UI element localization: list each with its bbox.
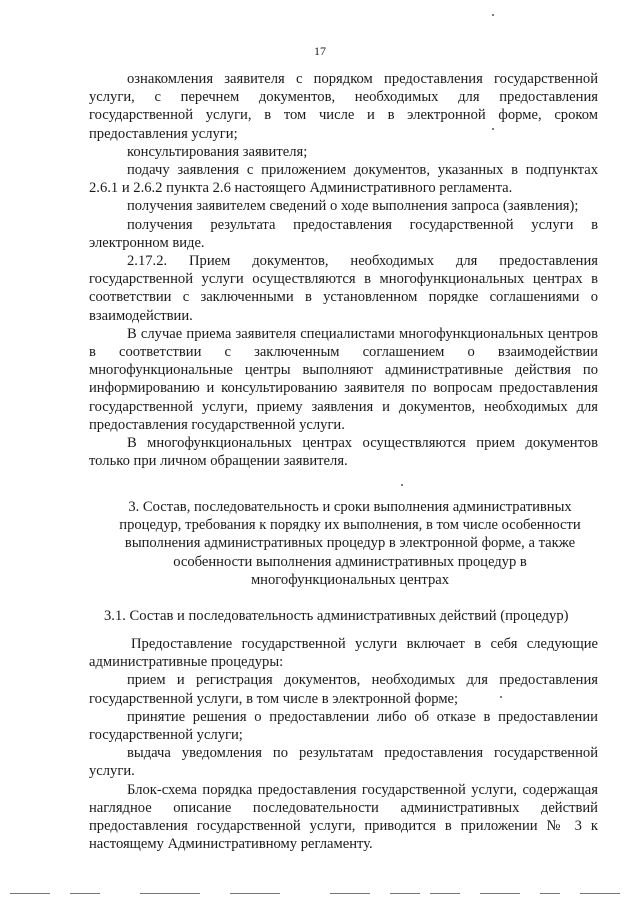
section-title-line: выполнения административных процедур в электронной форме, а также	[124, 535, 576, 552]
subsection-title: 3.1. Состав и последовательность административных действий (процедур)	[104, 608, 569, 624]
section-title	[100, 498, 600, 589]
paragraph: подачу заявления с приложением документов, указанных в подпунктах 2.6.1 и 2.6.2 пункта 2.6 настоящего Административного регламента.	[89, 162, 598, 197]
paragraph: В многофункциональных центрах осуществляются прием документов только при личном обращении заявителя.	[89, 435, 598, 470]
paragraph: Предоставление государственной услуги включает в себя следующие административные процедуры:	[89, 636, 598, 671]
paragraph: Блок-схема порядка предоставления государственной услуги, содержащая наглядное описание последовательности административных действий предоставления государственной услуги, приводится в приложении № 3 к настоящему Административному регламенту.	[89, 781, 598, 853]
section-title-line: 3. Состав, последовательность и сроки выполнения административных	[128, 499, 572, 515]
paragraph: получения результата предоставления государственной услуги в электронном виде.	[89, 216, 598, 251]
paragraph: выдача уведомления по результатам предоставления государственной услуги.	[89, 745, 598, 780]
paragraph: В случае приема заявителя специалистами многофункциональных центров в соответствии с заключенным соглашением о взаимодействии многофункциональные центры выполняют административные действия по информированию и консультированию заявителя по вопросам предоставления государственной услуги, приему заявления и документов, необходимых для предоставления государственной услуги.	[89, 325, 598, 433]
scan-speck	[492, 14, 494, 16]
scan-edge-noise	[0, 893, 640, 895]
section-title-line: особенности выполнения административных процедур в	[173, 553, 527, 570]
scan-speck	[500, 696, 502, 698]
scan-speck	[492, 128, 494, 130]
paragraph: принятие решения о предоставлении либо об отказе в предоставлении государственной услуги;	[89, 708, 598, 744]
scan-speck	[401, 484, 403, 486]
section-title-line: многофункциональных центрах	[250, 571, 450, 588]
paragraph: прием и регистрация документов, необходимых для предоставления государственной услуги, в том числе в электронной форме;	[89, 672, 598, 707]
body-text-block-1	[89, 70, 598, 470]
section-title-line: процедур, требования к порядку их выполнения, в том числе особенности	[119, 517, 581, 534]
paragraph: получения заявителем сведений о ходе выполнения запроса (заявления);	[127, 198, 579, 215]
paragraph: ознакомления заявителя с порядком предоставления государственной услуги, с перечнем документов, необходимых для предоставления государственной услуги, в том числе и в электронной форме, сроком предоставления услуги;	[89, 71, 598, 142]
paragraph: 2.17.2. Прием документов, необходимых для предоставления государственной услуги осуществляются в многофункциональных центрах в соответствии с заключенными в установленном порядке соглашениями о взаимодействии.	[89, 253, 598, 324]
paragraph: консультирования заявителя;	[127, 143, 308, 160]
page-number: 17	[314, 44, 326, 58]
body-text-block-2	[89, 635, 598, 853]
